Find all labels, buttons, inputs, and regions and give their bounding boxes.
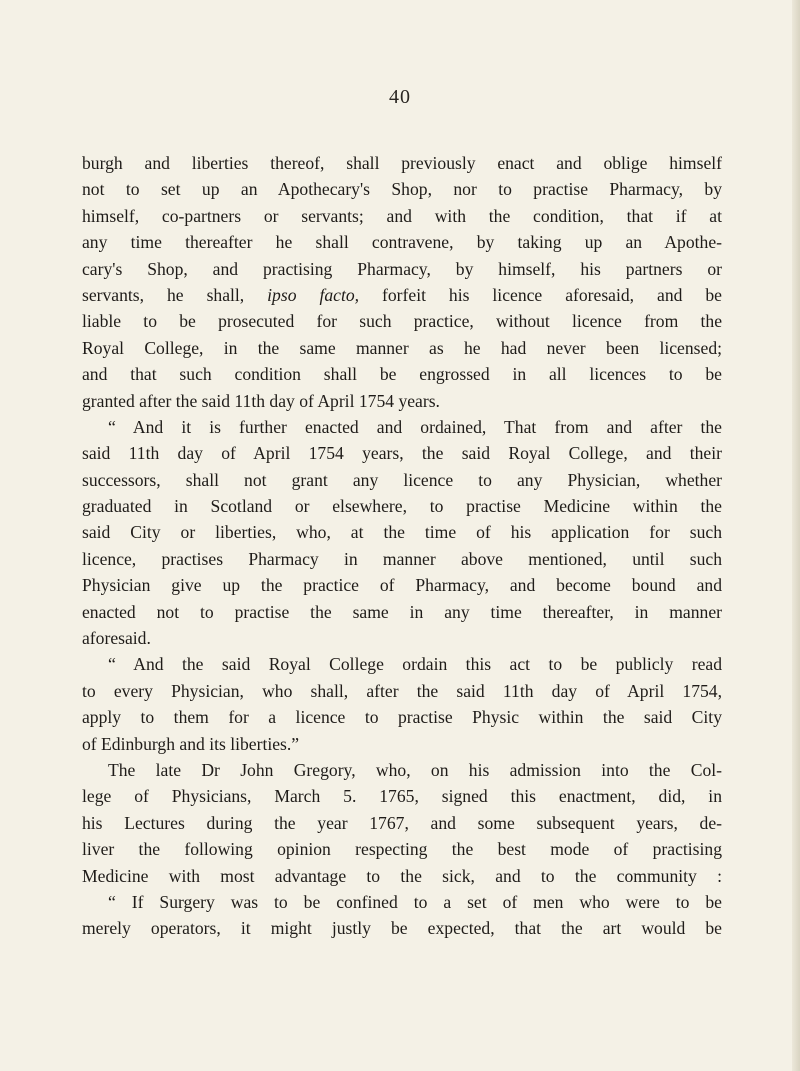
text-line: “ And it is further enacted and ordained, That from and after the [108,416,722,437]
body-text [82,150,722,942]
page-edge-shadow [792,0,800,1071]
text-line [82,282,722,308]
text-line: successors, shall not grant any licence to any Physician, whether [82,469,722,490]
text-segment: servants, he shall, [82,284,268,305]
text-line: liable to be prosecuted for such practice, without licence from the [82,311,722,332]
text-line: “ If Surgery was to be confined to a set of men who were to be [108,891,722,912]
text-line: apply to them for a licence to practise Physic within the said City [82,707,722,728]
text-line: licence, practises Pharmacy in manner above mentioned, until such [82,548,722,569]
text-line: aforesaid. [82,628,151,649]
text-line: any time thereafter he shall contravene, by taking up an Apothe- [82,232,722,253]
text-line: “ And the said Royal College ordain this act to be publicly read [108,654,722,675]
text-line: himself, co-partners or servants; and with the condition, that if at [82,205,722,226]
text-line: not to set up an Apothecary's Shop, nor to practise Pharmacy, by [82,179,722,200]
text-line: graduated in Scotland or elsewhere, to practise Medicine within the [82,496,722,517]
text-line: to every Physician, who shall, after the said 11th day of April 1754, [82,680,722,701]
text-line: merely operators, it might justly be expected, that the art would be [82,918,722,939]
text-line: and that such condition shall be engrossed in all licences to be [82,364,722,385]
text-segment: forfeit his licence aforesaid, and be [359,284,722,305]
text-line: granted after the said 11th day of April 1754 years. [82,390,440,411]
text-line: his Lectures during the year 1767, and some subsequent years, de- [82,812,722,833]
text-line: enacted not to practise the same in any time thereafter, in manner [82,601,722,622]
text-line: cary's Shop, and practising Pharmacy, by himself, his partners or [82,258,722,279]
text-line: Physician give up the practice of Pharmacy, and become bound and [82,575,722,596]
italic-phrase: ipso facto, [267,284,360,305]
text-line: said 11th day of April 1754 years, the said Royal College, and their [82,443,722,464]
page-number: 40 [389,86,411,108]
text-line: liver the following opinion respecting the best mode of practising [82,839,722,860]
text-line: lege of Physicians, March 5. 1765, signed this enactment, did, in [82,786,722,807]
text-line: of Edinburgh and its liberties.” [82,733,300,754]
text-line: The late Dr John Gregory, who, on his admission into the Col- [108,759,722,780]
text-line: burgh and liberties thereof, shall previously enact and oblige himself [82,153,722,173]
text-line: said City or liberties, who, at the time of his application for such [82,522,722,543]
text-line: Medicine with most advantage to the sick, and to the community : [82,865,722,886]
text-line: Royal College, in the same manner as he had never been licensed; [82,337,722,358]
